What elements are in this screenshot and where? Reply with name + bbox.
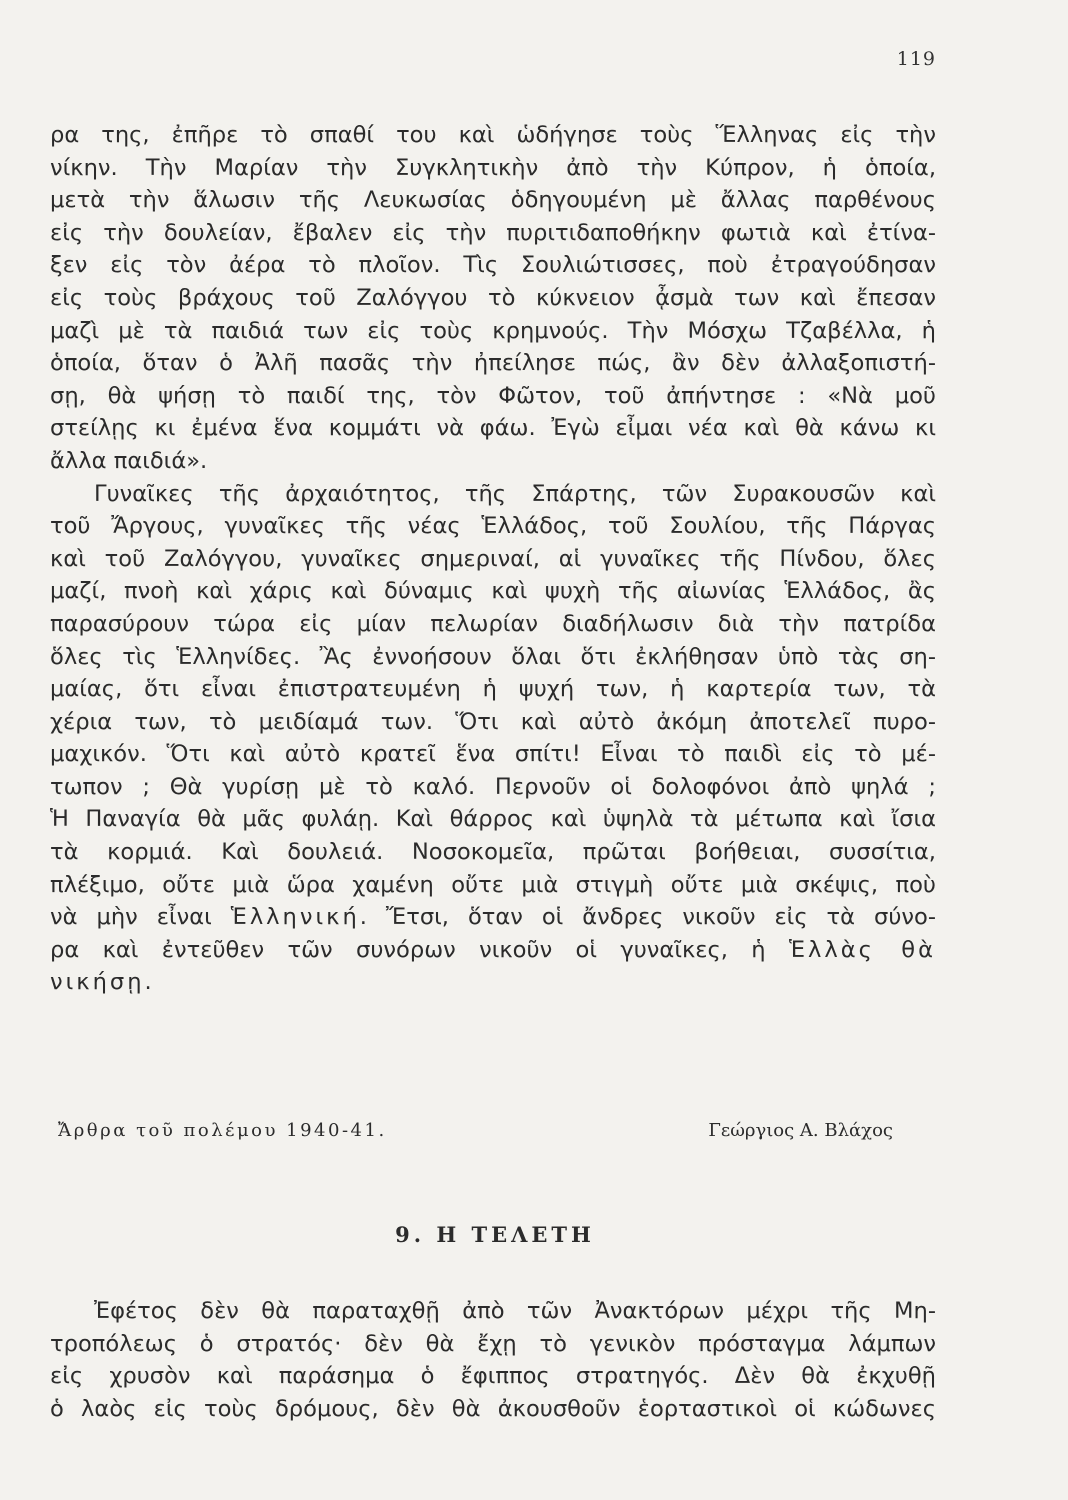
- page-number: 119: [896, 48, 936, 70]
- emphasis-spaced: Ἑλληνική: [230, 904, 360, 931]
- text-line: εἰς τοὺς βράχους τοῦ Ζαλόγγου τὸ κύκνειον ᾆσμὰ των καὶ ἔπεσαν: [50, 284, 936, 311]
- text-line: νίκην. Τὴν Μαρίαν τὴν Συγκλητικὴν ἀπὸ τὴν Κύπρον, ἡ ὁποία,: [50, 154, 936, 181]
- text-line: μαχικόν. Ὅτι καὶ αὐτὸ κρατεῖ ἕνα σπίτι! Εἶναι τὸ παιδὶ εἰς τὸ μέ-: [50, 741, 936, 768]
- text-line: ρα της, ἐπῆρε τὸ σπαθί του καὶ ὡδήγησε τοὺς Ἕλληνας εἰς τὴν: [50, 122, 936, 148]
- text-line: εἰς τὴν δουλείαν, ἔβαλεν εἰς τὴν πυριτιδαποθήκην φωτιὰ καὶ ἐτίνα-: [50, 219, 936, 246]
- text-line: εἰς χρυσὸν καὶ παράσημα ὁ ἔφιππος στρατηγός. Δὲν θὰ ἐκχυθῇ: [50, 1363, 936, 1390]
- signature-row: [58, 1120, 893, 1141]
- emphasis-spaced: Ἑλλὰς θὰ: [788, 936, 936, 963]
- text-line: τωπον ; Θὰ γυρίσῃ μὲ τὸ καλό. Περνοῦν οἱ δολοφόνοι ἀπὸ ψηλά ;: [50, 773, 936, 800]
- text-line: μετὰ τὴν ἅλωσιν τῆς Λευκωσίας ὁδηγουμένη μὲ ἄλλας παρθένους: [50, 187, 936, 214]
- text-fragment: ρα καὶ ἐντεῦθεν τῶν συνόρων νικοῦν οἱ γυναῖκες, ἡ: [50, 936, 789, 963]
- text-line: Ἡ Παναγία θὰ μᾶς φυλάῃ. Καὶ θάρρος καὶ ὑψηλὰ τὰ μέτωπα καὶ ἴσια: [50, 806, 936, 833]
- text-line: σῃ, θὰ ψήσῃ τὸ παιδί της, τὸν Φῶτον, τοῦ ἀπήντησε : «Νὰ μοῦ: [50, 382, 936, 409]
- emphasis-spaced: νικήσῃ: [50, 969, 145, 996]
- text-line: μαίας, ὅτι εἶναι ἐπιστρατευμένη ἡ ψυχή των, ἡ καρτερία των, τὰ: [50, 676, 936, 703]
- text-line: στείλῃς κι ἐμένα ἕνα κομμάτι νὰ φάω. Ἐγὼ εἶμαι νέα καὶ θὰ κάνω κι: [50, 415, 936, 442]
- text-line: Ἐφέτος δὲν θὰ παραταχθῇ ἀπὸ τῶν Ἀνακτόρων μέχρι τῆς Μη-: [94, 1298, 936, 1324]
- text-line: μαζί, πνοὴ καὶ χάρις καὶ δύναμις καὶ ψυχὴ τῆς αἰωνίας Ἑλλάδος, ἂς: [50, 578, 936, 605]
- text-line: παρασύρουν τώρα εἰς μίαν πελωρίαν διαδήλωσιν διὰ τὴν πατρίδα: [50, 610, 936, 637]
- text-line: τοῦ Ἄργους, γυναῖκες τῆς νέας Ἑλλάδος, τοῦ Σουλίου, τῆς Πάργας: [50, 513, 936, 540]
- text-line: ὁ λαὸς εἰς τοὺς δρόμους, δὲν θὰ ἀκουσθοῦν ἑορταστικοὶ οἱ κώδωνες: [50, 1395, 936, 1422]
- author-name: Γεώργιος Α. Βλάχος: [708, 1120, 893, 1141]
- text-line: χέρια των, τὸ μειδίαμά των. Ὅτι καὶ αὐτὸ ἀκόμη ἀποτελεῖ πυρο-: [50, 708, 936, 735]
- text-line: ἄλλα παιδιά».: [50, 447, 208, 474]
- source-citation: Ἄρθρα τοῦ πολέμου 1940-41.: [58, 1120, 387, 1141]
- text-fragment: νὰ μὴν εἶναι: [50, 904, 231, 931]
- text-line: τροπόλεως ὁ στρατός· δὲν θὰ ἔχῃ τὸ γενικὸν πρόσταγμα λάμπων: [50, 1330, 936, 1357]
- text-line: καὶ τοῦ Ζαλόγγου, γυναῖκες σημεριναί, αἱ γυναῖκες τῆς Πίνδου, ὅλες: [50, 545, 936, 572]
- section-heading: 9. Η ΤΕΛΕΤΗ: [395, 1222, 595, 1247]
- article-body: [50, 119, 936, 999]
- text-line: ὁποία, ὅταν ὁ Ἀλῆ πασᾶς τὴν ἠπείλησε πώς, ἂν δὲν ἀλλαξοπιστή-: [50, 350, 936, 377]
- text-line: ξεν εἰς τὸν ἀέρα τὸ πλοῖον. Τὶς Σουλιώτισσες, ποὺ ἐτραγούδησαν: [50, 252, 936, 279]
- text-line: [50, 934, 936, 967]
- text-line: μαζὶ μὲ τὰ παιδιά των εἰς τοὺς κρημνούς. Τὴν Μόσχω Τζαβέλλα, ἡ: [50, 317, 936, 344]
- section-body: [50, 1295, 936, 1425]
- text-line: [50, 966, 936, 999]
- text-line: Γυναῖκες τῆς ἀρχαιότητος, τῆς Σπάρτης, τῶν Συρακουσῶν καὶ: [94, 480, 936, 507]
- text-fragment: .: [144, 969, 152, 996]
- text-line: τὰ κορμιά. Καὶ δουλειά. Νοσοκομεῖα, πρῶται βοήθειαι, συσσίτια,: [50, 839, 936, 866]
- text-fragment: . Ἔτσι, ὅταν οἱ ἄνδρες νικοῦν εἰς τὰ σύνο-: [359, 904, 936, 931]
- text-line: πλέξιμο, οὔτε μιὰ ὥρα χαμένη οὔτε μιὰ στιγμὴ οὔτε μιὰ σκέψις, ποὺ: [50, 871, 936, 898]
- text-line: [50, 901, 936, 934]
- text-line: ὅλες τὶς Ἑλληνίδες. Ἂς ἐννοήσουν ὅλαι ὅτι ἐκλήθησαν ὑπὸ τὰς ση-: [50, 643, 936, 670]
